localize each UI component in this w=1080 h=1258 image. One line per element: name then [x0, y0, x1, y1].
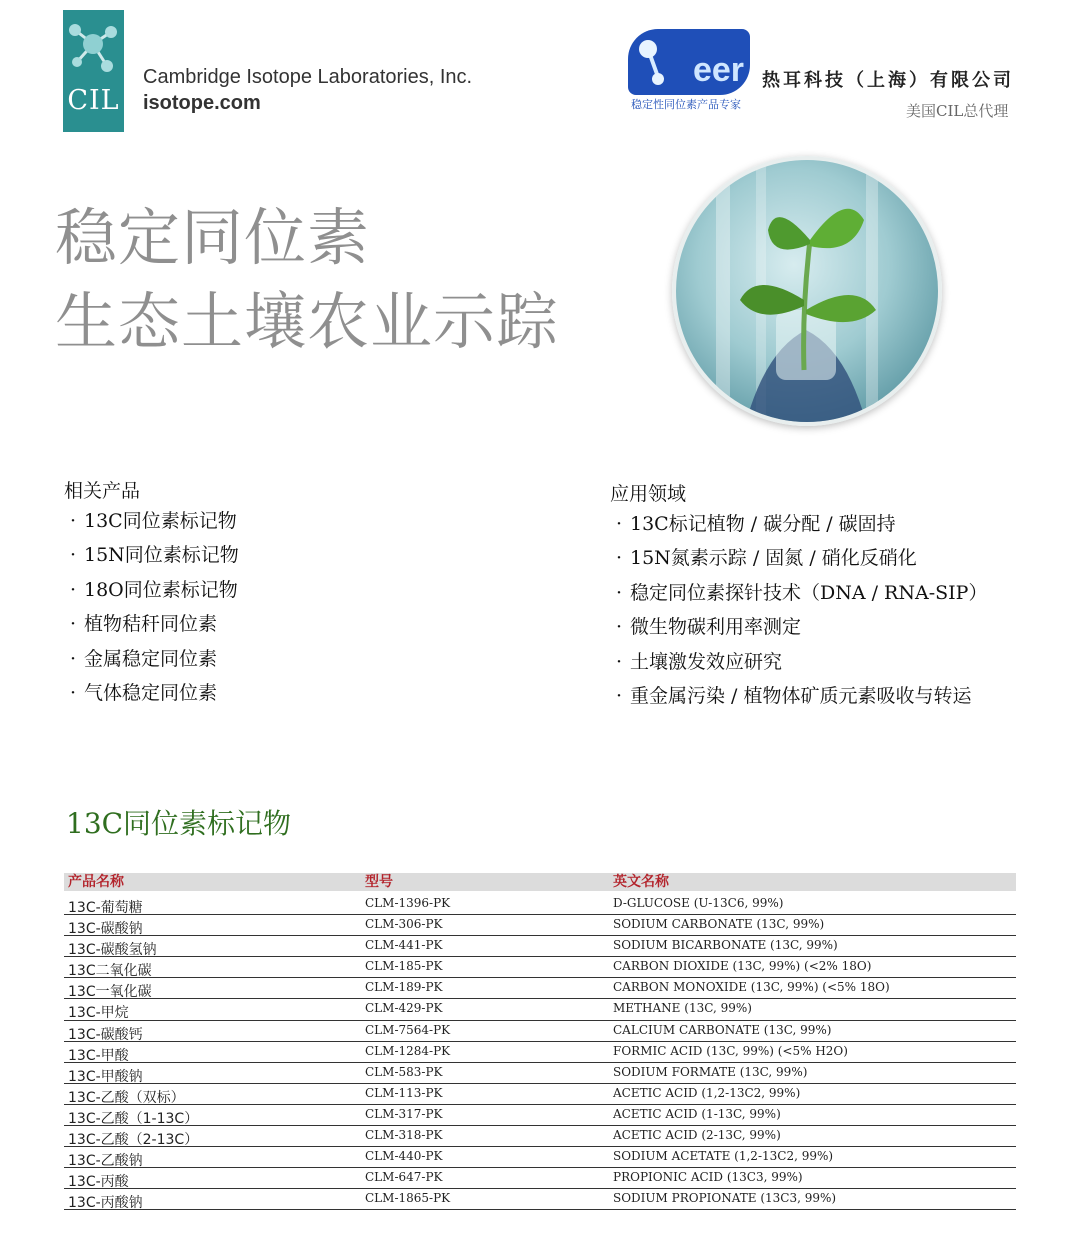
product-name-cell: 13C-碳酸氢钠 — [68, 942, 157, 959]
english-name-cell: CARBON MONOXIDE (13C, 99%) (<5% 18O) — [613, 980, 890, 995]
molecule-icon — [63, 10, 124, 90]
list-item: · 15N氮素示踪 / 固氮 / 硝化反硝化 — [616, 547, 917, 570]
english-name-cell: ACETIC ACID (1,2-13C2, 99%) — [613, 1085, 801, 1100]
section-title: 13C同位素标记物 — [66, 807, 292, 840]
english-name-cell: CARBON DIOXIDE (13C, 99%) (<2% 18O) — [613, 959, 872, 974]
english-name-cell: SODIUM FORMATE (13C, 99%) — [613, 1064, 808, 1079]
column-header-model: 型号 — [365, 874, 393, 890]
hero-title-line1: 稳定同位素 — [55, 201, 371, 274]
model-number-cell: CLM-185-PK — [365, 959, 443, 974]
table-row — [64, 999, 1016, 1020]
english-name-cell: SODIUM CARBONATE (13C, 99%) — [613, 917, 825, 932]
product-name-cell: 13C一氧化碳 — [68, 984, 152, 1001]
model-number-cell: CLM-7564-PK — [365, 1022, 451, 1037]
list-item: · 金属稳定同位素 — [70, 647, 218, 670]
list-item: · 微生物碳利用率测定 — [616, 616, 802, 639]
peer-logo-text: eer — [692, 51, 744, 89]
seedling-icon — [676, 160, 938, 422]
model-number-cell: CLM-113-PK — [365, 1085, 443, 1100]
table-row — [64, 1042, 1016, 1063]
model-number-cell: CLM-583-PK — [365, 1064, 443, 1079]
molecule-icon — [628, 29, 688, 95]
applications-list — [616, 511, 987, 717]
product-name-cell: 13C-乙酸（2-13C） — [68, 1132, 199, 1149]
model-number-cell: CLM-441-PK — [365, 938, 443, 953]
product-name-cell: 13C-甲酸 — [68, 1047, 129, 1064]
table-row — [64, 894, 1016, 915]
table-row — [64, 936, 1016, 957]
product-name-cell: 13C-碳酸钙 — [68, 1026, 143, 1043]
table-header — [64, 873, 1016, 891]
list-item: · 15N同位素标记物 — [70, 544, 239, 567]
product-name-cell: 13C-乙酸（1-13C） — [68, 1110, 199, 1127]
table-row — [64, 915, 1016, 936]
english-name-cell: PROPIONIC ACID (13C3, 99%) — [613, 1170, 803, 1185]
list-item: · 重金属污染 / 植物体矿质元素吸收与转运 — [616, 684, 972, 707]
english-name-cell: ACETIC ACID (1-13C, 99%) — [613, 1106, 781, 1121]
peer-tagline: 稳定性同位素产品专家 — [631, 98, 741, 111]
product-name-cell: 13C-甲酸钠 — [68, 1068, 143, 1085]
list-item: · 气体稳定同位素 — [70, 681, 218, 704]
list-item: · 土壤激发效应研究 — [616, 650, 783, 673]
products-list — [70, 508, 239, 714]
model-number-cell: CLM-647-PK — [365, 1170, 443, 1185]
table-row — [64, 1147, 1016, 1168]
english-name-cell: SODIUM ACETATE (1,2-13C2, 99%) — [613, 1149, 834, 1164]
table-row — [64, 1168, 1016, 1189]
product-name-cell: 13C-甲烷 — [68, 1005, 129, 1022]
product-name-cell: 13C-乙酸（双标） — [68, 1089, 185, 1106]
table-row — [64, 1105, 1016, 1126]
product-name-cell: 13C-丙酸 — [68, 1174, 129, 1191]
table-row — [64, 978, 1016, 999]
product-name-cell: 13C-丙酸钠 — [68, 1195, 143, 1212]
model-number-cell: CLM-429-PK — [365, 1001, 443, 1016]
model-number-cell: CLM-1284-PK — [365, 1043, 451, 1058]
english-name-cell: D-GLUCOSE (U-13C6, 99%) — [613, 896, 784, 910]
applications-heading: 应用领域 — [610, 483, 687, 505]
product-name-cell: 13C二氧化碳 — [68, 963, 152, 980]
cil-website[interactable]: isotope.com — [143, 92, 261, 114]
table-row — [64, 1189, 1016, 1210]
hero-title-line2: 生态土壤农业示踪 — [55, 285, 560, 358]
list-item: · 18O同位素标记物 — [70, 578, 238, 601]
list-item: · 植物秸秆同位素 — [70, 613, 218, 636]
product-name-cell: 13C-葡萄糖 — [68, 900, 143, 916]
peer-agent-note: 美国CIL总代理 — [906, 102, 1009, 120]
cil-company-name: Cambridge Isotope Laboratories, Inc. — [143, 66, 473, 88]
list-item: · 13C标记植物 / 碳分配 / 碳固持 — [616, 513, 896, 535]
model-number-cell: CLM-1865-PK — [365, 1191, 451, 1206]
products-heading: 相关产品 — [64, 480, 141, 502]
model-number-cell: CLM-1396-PK — [365, 896, 451, 910]
column-header-english-name: 英文名称 — [613, 874, 669, 890]
product-name-cell: 13C-乙酸钠 — [68, 1153, 143, 1170]
column-header-product-name: 产品名称 — [68, 874, 124, 890]
english-name-cell: METHANE (13C, 99%) — [613, 1001, 752, 1016]
list-item: · 稳定同位素探针技术（DNA / RNA-SIP） — [616, 581, 988, 604]
product-name-cell: 13C-碳酸钠 — [68, 921, 143, 938]
table-row — [64, 1126, 1016, 1147]
english-name-cell: ACETIC ACID (2-13C, 99%) — [613, 1128, 781, 1143]
peer-company-name: 热耳科技（上海）有限公司 — [762, 70, 1014, 91]
model-number-cell: CLM-189-PK — [365, 980, 443, 995]
model-number-cell: CLM-317-PK — [365, 1106, 443, 1121]
table-row — [64, 1063, 1016, 1084]
model-number-cell: CLM-306-PK — [365, 917, 443, 932]
cil-logo — [63, 10, 124, 132]
model-number-cell: CLM-318-PK — [365, 1128, 443, 1143]
list-item: · 13C同位素标记物 — [70, 510, 237, 532]
english-name-cell: SODIUM PROPIONATE (13C3, 99%) — [613, 1191, 837, 1206]
cil-logo-text: CIL — [67, 85, 120, 116]
product-table — [64, 894, 1016, 1210]
model-number-cell: CLM-440-PK — [365, 1149, 443, 1164]
table-row — [64, 1084, 1016, 1105]
english-name-cell: CALCIUM CARBONATE (13C, 99%) — [613, 1022, 832, 1037]
table-row — [64, 1021, 1016, 1042]
peer-logo — [628, 29, 750, 95]
english-name-cell: FORMIC ACID (13C, 99%) (<5% H2O) — [613, 1043, 848, 1058]
english-name-cell: SODIUM BICARBONATE (13C, 99%) — [613, 938, 838, 953]
table-row — [64, 957, 1016, 978]
plant-seedling-image — [672, 156, 942, 426]
